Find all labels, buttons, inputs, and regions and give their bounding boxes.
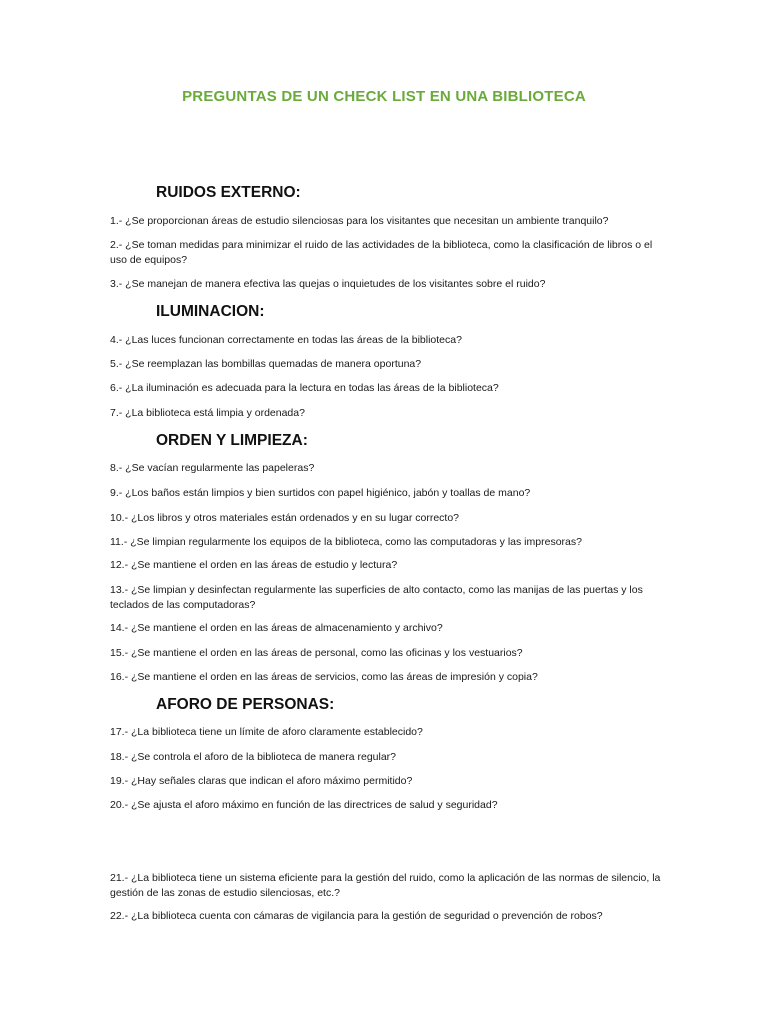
question-13: 13.- ¿Se limpian y desinfectan regularmente las superficies de alto contacto, como las manijas de las puertas y los teclados de las computadoras?	[110, 584, 643, 611]
question-17: 17.- ¿La biblioteca tiene un límite de aforo claramente establecido?	[110, 726, 423, 738]
question-21: 21.- ¿La biblioteca tiene un sistema eficiente para la gestión del ruido, como la aplicación de las normas de silencio, la gestión de las zonas de estudio silenciosas, etc.?	[110, 872, 661, 899]
section-heading-iluminacion: ILUMINACION:	[156, 303, 265, 320]
question-6: 6.- ¿La iluminación es adecuada para la lectura en todas las áreas de la biblioteca?	[110, 382, 499, 394]
section-heading-ruidos: RUIDOS EXTERNO:	[156, 184, 301, 201]
question-20: 20.- ¿Se ajusta el aforo máximo en función de las directrices de salud y seguridad?	[110, 799, 498, 811]
question-18: 18.- ¿Se controla el aforo de la biblioteca de manera regular?	[110, 751, 397, 763]
question-1: 1.- ¿Se proporcionan áreas de estudio silenciosas para los visitantes que necesitan un ambiente tranquilo?	[110, 215, 609, 227]
question-16: 16.- ¿Se mantiene el orden en las áreas de servicios, como las áreas de impresión y copia?	[110, 671, 538, 683]
question-15: 15.- ¿Se mantiene el orden en las áreas de personal, como las oficinas y los vestuarios?	[110, 647, 523, 659]
question-5: 5.- ¿Se reemplazan las bombillas quemadas de manera oportuna?	[110, 358, 422, 370]
document-title: PREGUNTAS DE UN CHECK LIST EN UNA BIBLIOTECA	[182, 88, 586, 105]
question-10: 10.- ¿Los libros y otros materiales están ordenados y en su lugar correcto?	[110, 512, 460, 524]
question-7: 7.- ¿La biblioteca está limpia y ordenada?	[110, 407, 305, 419]
question-8: 8.- ¿Se vacían regularmente las papeleras?	[110, 462, 315, 474]
question-4: 4.- ¿Las luces funcionan correctamente en todas las áreas de la biblioteca?	[110, 334, 462, 346]
section-heading-aforo: AFORO DE PERSONAS:	[156, 696, 335, 713]
question-12: 12.- ¿Se mantiene el orden en las áreas de estudio y lectura?	[110, 559, 398, 571]
section-heading-orden-limpieza: ORDEN Y LIMPIEZA:	[156, 432, 308, 449]
question-2: 2.- ¿Se toman medidas para minimizar el ruido de las actividades de la biblioteca, como la clasificación de libros o el uso de equipos?	[110, 239, 653, 266]
question-11: 11.- ¿Se limpian regularmente los equipos de la biblioteca, como las computadoras y las impresoras?	[110, 536, 582, 548]
question-3: 3.- ¿Se manejan de manera efectiva las quejas o inquietudes de los visitantes sobre el ruido?	[110, 278, 546, 290]
question-9: 9.- ¿Los baños están limpios y bien surtidos con papel higiénico, jabón y toallas de mano?	[110, 487, 531, 499]
question-22: 22.- ¿La biblioteca cuenta con cámaras de vigilancia para la gestión de seguridad o prevención de robos?	[110, 910, 603, 922]
question-19: 19.- ¿Hay señales claras que indican el aforo máximo permitido?	[110, 775, 413, 787]
question-14: 14.- ¿Se mantiene el orden en las áreas de almacenamiento y archivo?	[110, 622, 443, 634]
